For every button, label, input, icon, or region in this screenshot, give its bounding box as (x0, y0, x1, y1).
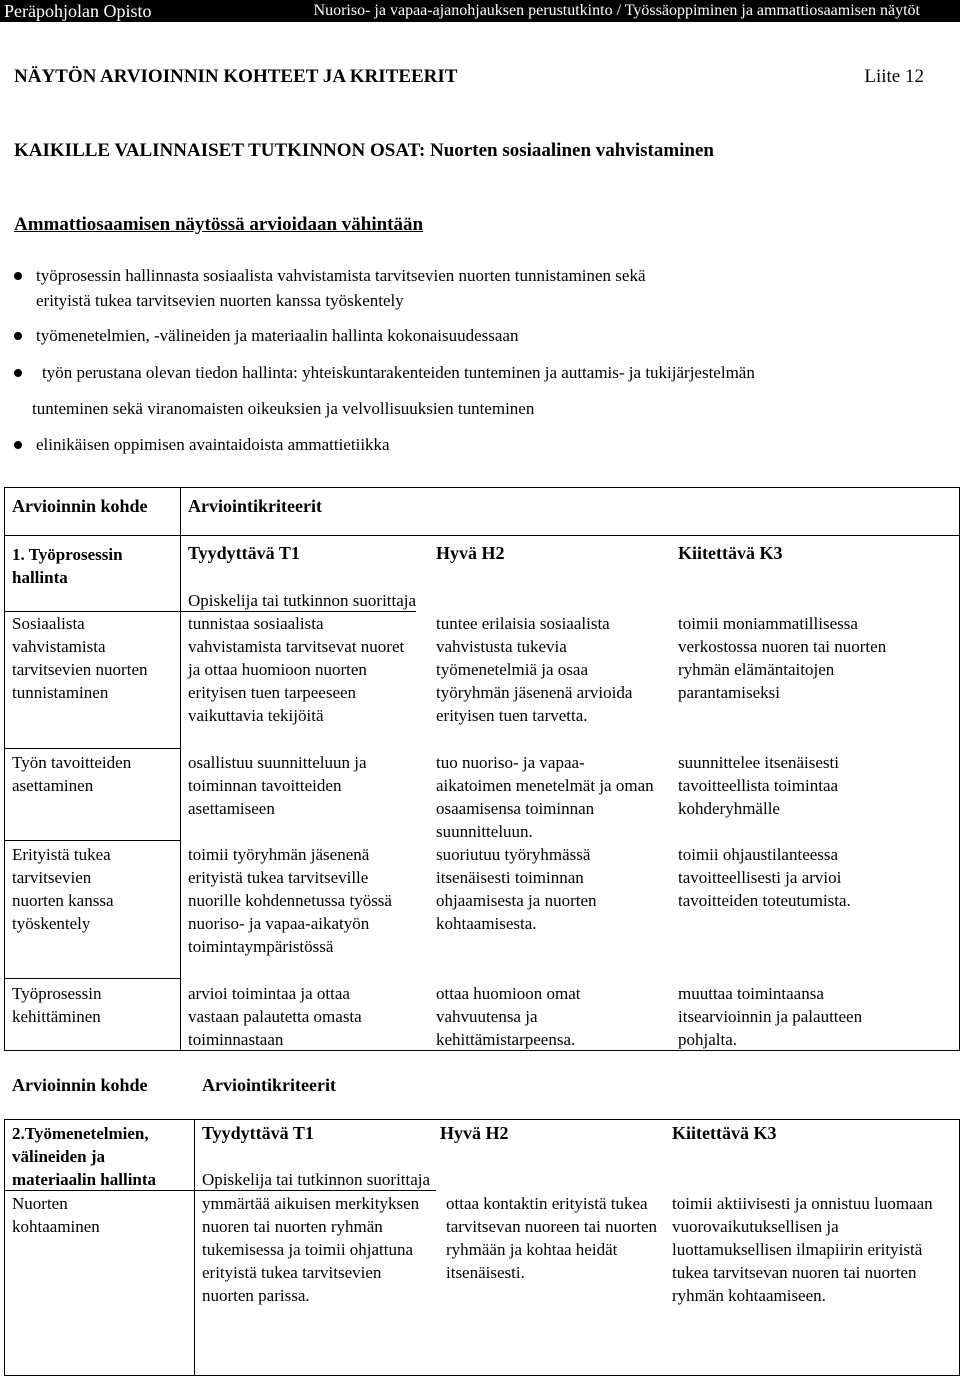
bullet-icon (14, 332, 22, 340)
bullet-text: erityistä tukea tarvitsevien nuorten kanssa työskentely (36, 291, 404, 310)
bullet-icon (14, 441, 22, 449)
bullet-text: työprosessin hallinnasta sosiaalista vahvistamista tarvitsevien nuorten tunnistaminen sekä (36, 266, 646, 285)
document-subtitle: KAIKILLE VALINNAISET TUTKINNON OSAT: Nuorten sosiaalinen vahvistaminen (14, 140, 714, 161)
bullet-text: työn perustana olevan tiedon hallinta: yhteiskuntarakenteiden tunteminen ja auttamis- ja tukijärjestelmän (42, 363, 755, 382)
section-heading: Ammattiosaamisen näytössä arvioidaan vähintään (14, 214, 424, 235)
target-cell: Nuorten kohtaaminen (12, 1194, 100, 1236)
t1-cell: ymmärtää aikuisen merkityksen nuoren tai nuorten ryhmän tukemisessa ja toimii ohjattuna erityistä tukea tarvitsevien nuorten parissa. (202, 1194, 420, 1305)
criteria-intro: Opiskelija tai tutkinnon suorittaja (188, 591, 417, 610)
bullet-text: elinikäisen oppimisen avaintaidoista ammattietiikka (36, 435, 390, 454)
column-header-target: Arvioinnin kohde (12, 496, 148, 516)
k3-cell: muuttaa toimintaansa itsearvioinnin ja palautteen pohjalta. (678, 984, 863, 1049)
bullet-icon (14, 272, 22, 280)
target-cell: Sosiaalista vahvistamista tarvitsevien nuorten tunnistaminen (12, 614, 148, 702)
program-name: Nuoriso- ja vapaa-ajanohjauksen perustutkinto / Työssäoppiminen ja ammattiosaamisen näytöt (313, 2, 920, 19)
t1-cell: tunnistaa sosiaalista vahvistamista tarvitsevat nuoret ja ottaa huomioon nuorten erityisen tuen tarpeeseen vaikuttavia tekijöitä (188, 614, 405, 725)
h2-cell: ottaa huomioon omat vahvuutensa ja kehittämistarpeensa. (436, 984, 581, 1049)
target-cell: Työprosessin kehittäminen (12, 984, 102, 1026)
bullet-icon (14, 369, 22, 377)
column-header-criteria: Arviointikriteerit (202, 1075, 336, 1095)
section-title: 2.Työmenetelmien, välineiden ja materiaalin hallinta (12, 1124, 157, 1189)
target-cell: Työn tavoitteiden asettaminen (12, 753, 132, 795)
level-k3: Kiitettävä K3 (672, 1123, 777, 1143)
h2-cell: tuntee erilaisia sosiaalista vahvistusta tukevia työmenetelmiä ja osaa työryhmän jäsenenä arvioida erityisen tuen tarvetta. (436, 614, 633, 725)
k3-cell: toimii aktiivisesti ja onnistuu luomaan vuorovaikutuksellisen ja luottamuksellisen ilmapiirin erityistä tukea tarvitsevan nuoren tai nuorten ryhmän kohtaamiseen. (672, 1194, 933, 1305)
level-h2: Hyvä H2 (440, 1123, 509, 1143)
k3-cell: suunnittelee itsenäisesti tavoitteellista toimintaa kohderyhmälle (678, 753, 839, 818)
t1-cell: toimii työryhmän jäsenenä erityistä tukea tarvitseville nuorille kohdennetussa työssä nuoriso- ja vapaa-aikatyön toimintaympäristössä (188, 845, 392, 956)
h2-cell: tuo nuoriso- ja vapaa-aikatoimen menetelmät ja oman osaamisensa toiminnan suunnitteluun. (436, 753, 654, 841)
k3-cell: toimii ohjaustilanteessa tavoitteellisesti ja arvioi tavoitteiden toteutumista. (678, 845, 851, 910)
column-header-criteria: Arviointikriteerit (188, 496, 322, 516)
bullet-text: tunteminen sekä viranomaisten oikeuksien ja velvollisuuksien tunteminen (32, 399, 535, 418)
t1-cell: osallistuu suunnitteluun ja toiminnan tavoitteiden asettamiseen (188, 753, 367, 818)
level-k3: Kiitettävä K3 (678, 543, 783, 563)
page-header (0, 0, 960, 22)
level-h2: Hyvä H2 (436, 543, 505, 563)
appendix-label: Liite 12 (864, 66, 924, 87)
h2-cell: ottaa kontaktin erityistä tukea tarvitsevan nuoreen tai nuorten ryhmään ja kohtaa heidät itsenäisesti. (446, 1194, 658, 1282)
document-title: NÄYTÖN ARVIOINNIN KOHTEET JA KRITEERIT (14, 66, 458, 87)
h2-cell: suoriutuu työryhmässä itsenäisesti toiminnan ohjaamisesta ja nuorten kohtaamisesta. (436, 845, 597, 933)
level-t1: Tyydyttävä T1 (188, 543, 300, 563)
section-title: 1. Työprosessin hallinta (12, 545, 123, 587)
org-name: Peräpohjolan Opisto (4, 1, 152, 21)
t1-cell: arvioi toimintaa ja ottaa vastaan palautetta omasta toiminnastaan (188, 984, 362, 1049)
bullet-text: työmenetelmien, -välineiden ja materiaalin hallinta kokonaisuudessaan (36, 326, 519, 345)
k3-cell: toimii moniammatillisessa verkostossa nuoren tai nuorten ryhmän elämäntaitojen parantamiseksi (678, 614, 887, 702)
target-cell: Erityistä tukea tarvitsevien nuorten kanssa työskentely (12, 845, 114, 933)
column-header-target: Arvioinnin kohde (12, 1075, 148, 1095)
level-t1: Tyydyttävä T1 (202, 1123, 314, 1143)
criteria-intro: Opiskelija tai tutkinnon suorittaja (202, 1170, 431, 1189)
